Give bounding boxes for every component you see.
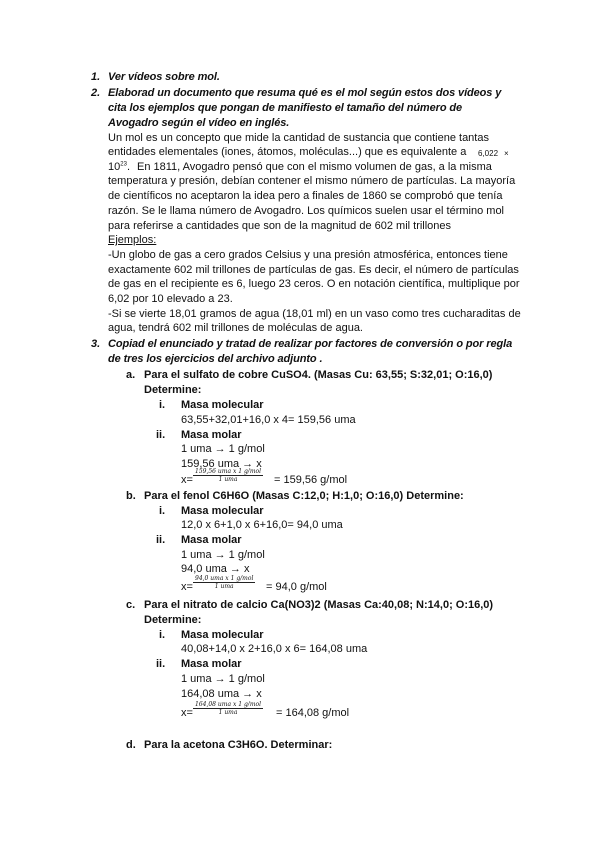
exercise-b-title: Para el fenol C6H6O (Masas C:12,0; H:1,0; O:16,0) Determine:: [144, 490, 464, 502]
exercise-a-i-number: i.: [159, 399, 166, 411]
exercise-d-title: Para la acetona C3H6O. Determinar:: [144, 739, 333, 751]
exercise-c-rule-line: 1 uma → 1 g/mol: [181, 673, 265, 685]
exercise-c-rule-line: 164,08 uma → x: [181, 688, 262, 700]
example-line: exactamente 602 mil trillones de partículas de gas. Es decir, el número de partículas: [108, 264, 519, 276]
exercise-b-i-title: Masa molecular: [181, 505, 264, 517]
exercise-a-determine: Determine:: [144, 384, 202, 396]
exercise-a-x-label: x=: [181, 474, 193, 486]
exercise-c-molecular-calc: 40,08+14,0 x 2+16,0 x 6= 164,08 uma: [181, 643, 368, 655]
exercise-b-i-number: i.: [159, 505, 166, 517]
exercise-c-ii-number: ii.: [156, 658, 166, 670]
exercise-a-rule-line: 1 uma → 1 g/mol: [181, 443, 265, 455]
item-3-number: 3.: [91, 338, 101, 350]
exercise-b-rule-line: 1 uma → 1 g/mol: [181, 549, 265, 561]
exercise-c-result: = 164,08 g/mol: [276, 707, 350, 719]
exercise-c-ii-title: Masa molar: [181, 658, 242, 670]
exercise-a-i-title: Masa molecular: [181, 399, 264, 411]
exercise-c-title: Para el nitrato de calcio Ca(NO3)2 (Masas Ca:40,08; N:14,0; O:16,0): [144, 599, 494, 611]
item-1-text: Ver vídeos sobre mol.: [108, 71, 220, 83]
item-1-number: 1.: [91, 71, 101, 83]
exercise-a-molecular-calc: 63,55+32,01+16,0 x 4= 159,56 uma: [181, 414, 356, 426]
avogadro-mantissa: 6,022: [478, 149, 499, 158]
item-3-line: de tres los ejercicios del archivo adjunto .: [108, 353, 323, 365]
example-line: agua, tendrá 602 mil trillones de moléculas de agua.: [108, 322, 363, 334]
mol-paragraph-line: razón. Se le llama número de Avogadro. Los químicos suelen usar el término mol: [108, 205, 505, 217]
item-2-line: cita los ejemplos que pongan de manifiesto el tamaño del número de: [108, 102, 463, 114]
exercise-b-x-label: x=: [181, 581, 193, 593]
exercise-a-title: Para el sulfato de cobre CuSO4. (Masas Cu: 63,55; S:32,01; O:16,0): [144, 369, 493, 381]
exercise-d-letter: d.: [126, 739, 136, 751]
mol-paragraph-line: entidades elementales (iones, átomos, moléculas...) que es equivalente a: [108, 146, 467, 158]
exercise-a-letter: a.: [126, 369, 136, 381]
mol-paragraph-line: temperatura y presión, debían contener el mismo número de partículas. La mayoría: [108, 175, 516, 187]
exercise-b-ii-number: ii.: [156, 534, 166, 546]
exercise-c-letter: c.: [126, 599, 136, 611]
exercise-b-rule-line: 94,0 uma → x: [181, 563, 250, 575]
exercise-b-result: = 94,0 g/mol: [266, 581, 327, 593]
exercise-a-fraction: 159,56 uma x 1 g/mol 1 uma: [195, 468, 262, 483]
example-line: de gas en el recipiente es 6, luego 23 ceros. O en notación científica, multiplique por: [108, 278, 520, 290]
exercise-a-rule-line: 159,56 uma → x: [181, 458, 262, 470]
exercise-b-ii-title: Masa molar: [181, 534, 242, 546]
example-line: -Si se vierte 18,01 gramos de agua (18,01 ml) en un vaso como tres cucharaditas de: [108, 308, 521, 320]
mol-paragraph-line: En 1811, Avogadro pensó que con el mismo volumen de gas, a la misma: [137, 161, 492, 173]
mol-paragraph-line: de científicos no aceptaron la idea pero a finales de 1860 se comprobó que tenía: [108, 190, 503, 202]
exercise-a-ii-title: Masa molar: [181, 429, 242, 441]
exercise-b-fraction: 94,0 uma x 1 g/mol 1 uma: [195, 575, 254, 590]
exercise-c-x-label: x=: [181, 707, 193, 719]
example-line: -Un globo de gas a cero grados Celsius y una presión atmosférica, entonces tiene: [108, 249, 508, 261]
exercise-b-letter: b.: [126, 490, 136, 502]
item-2-line: Avogadro según el vídeo en inglés.: [108, 117, 290, 129]
avogadro-power: $10^{23}$.: [108, 161, 130, 173]
avogadro-times: ×: [504, 149, 509, 158]
item-2-number: 2.: [91, 87, 101, 99]
mol-paragraph-line: para referirse a cantidades que son de la magnitud de 602 mil trillones: [108, 220, 452, 232]
exercise-a-result: = 159,56 g/mol: [274, 474, 348, 486]
exercise-c-i-title: Masa molecular: [181, 629, 264, 641]
exercise-c-i-number: i.: [159, 629, 166, 641]
exercise-b-molecular-calc: 12,0 x 6+1,0 x 6+16,0= 94,0 uma: [181, 519, 343, 531]
example-line: 6,02 por 10 elevado a 23.: [108, 293, 233, 305]
mol-paragraph-line: Un mol es un concepto que mide la cantidad de sustancia que contiene tantas: [108, 132, 489, 144]
examples-heading: Ejemplos:: [108, 234, 157, 246]
exercise-c-determine: Determine:: [144, 614, 202, 626]
item-2-line: Elaborad un documento que resuma qué es el mol según estos dos vídeos y: [108, 87, 502, 99]
exercise-a-ii-number: ii.: [156, 429, 166, 441]
exercise-c-fraction: 164,08 uma x 1 g/mol 1 uma: [195, 701, 262, 716]
item-3-line: Copiad el enunciado y tratad de realizar por factores de conversión o por regla: [108, 338, 513, 350]
